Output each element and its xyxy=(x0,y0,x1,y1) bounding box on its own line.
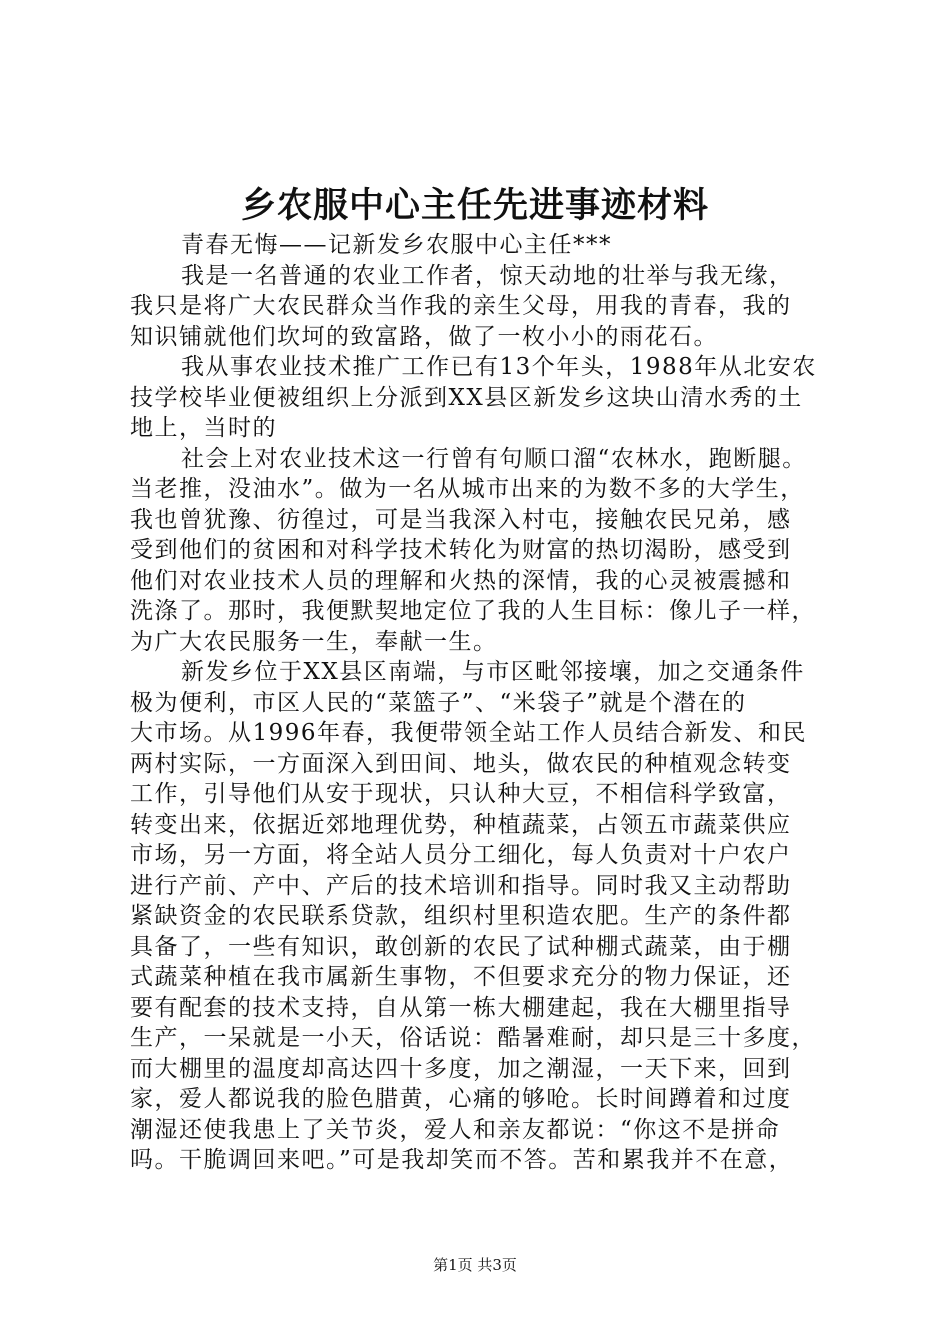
body-line: 我只是将广大农民群众当作我的亲生父母，用我的青春，我的 xyxy=(130,293,792,319)
document-body xyxy=(130,230,835,1176)
body-line: 式蔬菜种植在我市属新生事物，不但要求充分的物力保证，还 xyxy=(130,964,792,990)
body-line: 进行产前、产中、产后的技术培训和指导。同时我又主动帮助 xyxy=(130,872,792,899)
document-title: 乡农服中心主任先进事迹材料 xyxy=(240,185,709,226)
body-line: 吗。干脆调回来吧。”可是我却笑而不答。苦和累我并不在意， xyxy=(130,1147,794,1173)
body-line: 转变出来，依据近郊地理优势，种植蔬菜，占领五市蔬菜供应 xyxy=(130,811,792,838)
body-line: 市场，另一方面，将全站人员分工细化，每人负责对十户农户 xyxy=(130,842,792,868)
body-line: 受到他们的贫困和对科学技术转化为财富的热切渴盼，感受到 xyxy=(130,537,792,563)
page-footer: 第1页 共3页 xyxy=(433,1256,517,1274)
body-line: 技学校毕业便被组织上分派到XX县区新发乡这块山清水秀的土 xyxy=(130,384,803,411)
body-line: 而大棚里的温度却高达四十多度，加之潮湿，一天下来，回到 xyxy=(130,1055,792,1082)
body-line: 生产，一呆就是一小天，俗话说：酷暑难耐，却只是三十多度， xyxy=(130,1025,816,1051)
body-line: 新发乡位于XX县区南端，与市区毗邻接壤，加之交通条件 xyxy=(181,659,805,685)
body-line: 家，爱人都说我的脸色腊黄，心痛的够呛。长时间蹲着和过度 xyxy=(130,1086,792,1112)
body-line: 知识铺就他们坎坷的致富路，做了一枚小小的雨花石。 xyxy=(130,323,718,350)
body-line: 大市场。从1996年春，我便带领全站工作人员结合新发、和民 xyxy=(130,720,808,746)
body-line: 当老推，没油水”。做为一名从城市出来的为数不多的大学生， xyxy=(130,476,805,502)
body-line: 我也曾犹豫、彷徨过，可是当我深入村屯，接触农民兄弟，感 xyxy=(130,506,792,533)
body-line: 地上，当时的 xyxy=(130,415,277,441)
body-line: 极为便利，市区人民的“菜篮子”、“米袋子”就是个潜在的 xyxy=(130,689,747,716)
body-line: 工作，引导他们从安于现状，只认种大豆，不相信科学致富， xyxy=(130,781,792,807)
body-line: 他们对农业技术人员的理解和火热的深情，我的心灵被震撼和 xyxy=(130,567,792,594)
body-line: 社会上对农业技术这一行曾有句顺口溜“农林水，跑断腿。 xyxy=(181,445,807,472)
subtitle-line: 青春无悔——记新发乡农服中心主任*** xyxy=(181,232,612,258)
body-line: 为广大农民服务一生，奉献一生。 xyxy=(130,628,498,655)
body-line: 潮湿还使我患上了关节炎，爱人和亲友都说：“你这不是拼命 xyxy=(130,1116,781,1143)
body-line: 具备了，一些有知识，敢创新的农民了试种棚式蔬菜，由于棚 xyxy=(130,933,792,960)
body-line: 要有配套的技术支持，自从第一栋大棚建起，我在大棚里指导 xyxy=(130,994,792,1021)
body-line: 我是一名普通的农业工作者，惊天动地的壮举与我无缘， xyxy=(181,262,794,289)
body-line: 两村实际，一方面深入到田间、地头，做农民的种植观念转变 xyxy=(130,750,792,777)
body-line: 紧缺资金的农民联系贷款，组织村里积造农肥。生产的条件都 xyxy=(130,903,792,929)
body-line: 我从事农业技术推广工作已有13个年头，1988年从北安农 xyxy=(181,354,817,380)
body-line: 洗涤了。那时，我便默契地定位了我的人生目标：像儿子一样， xyxy=(130,598,816,624)
